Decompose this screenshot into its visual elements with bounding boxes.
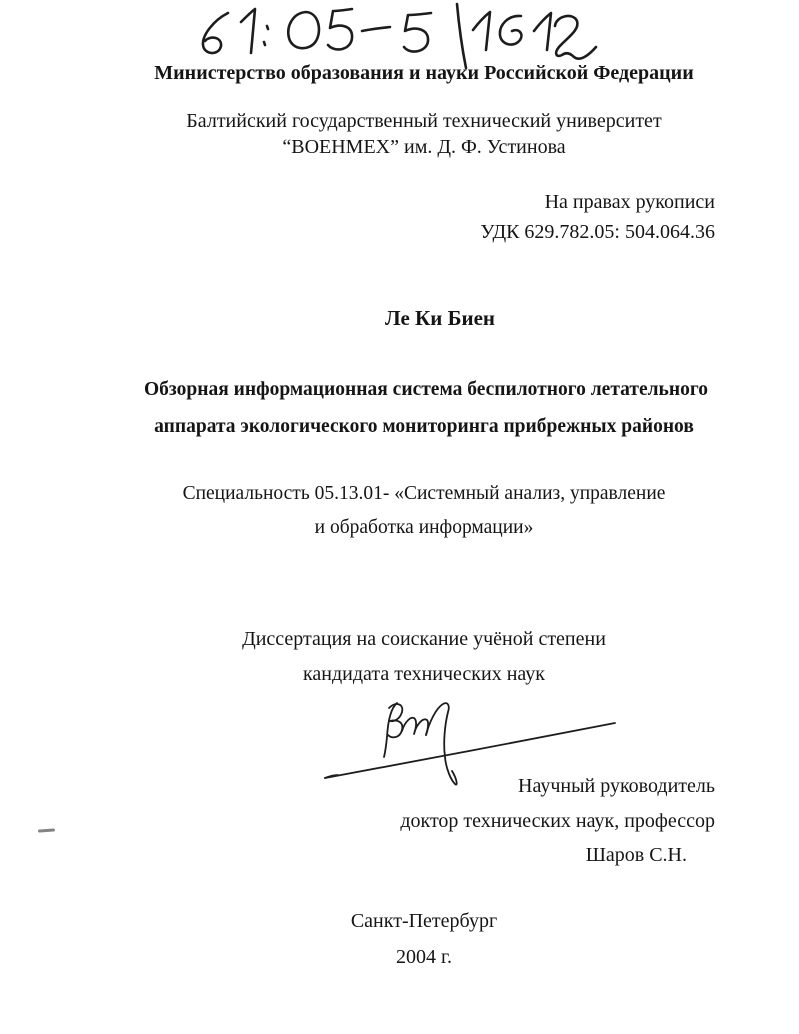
dissertation-title-line2: аппарата экологического мониторинга прибрежных районов <box>154 416 694 437</box>
specialty-line2: и обработка информации» <box>314 517 534 538</box>
publication-year: 2004 г. <box>396 946 452 968</box>
udk-classification: УДК 629.782.05: 504.064.36 <box>480 221 715 243</box>
degree-statement-line1: Диссертация на соискание учёной степени <box>242 628 606 650</box>
publication-city: Санкт-Петербург <box>350 910 498 932</box>
university-name: Балтийский государственный технический университет <box>186 110 662 132</box>
ministry-name: Министерство образования и науки Российской Федерации <box>154 62 694 84</box>
supervisor-name: Шаров С.Н. <box>585 844 687 866</box>
supervisor-degree: доктор технических наук, профессор <box>400 810 715 832</box>
dissertation-title-line1: Обзорная информационная система беспилотного летательного <box>144 379 708 400</box>
specialty-line1: Специальность 05.13.01- «Системный анализ, управление <box>182 483 666 504</box>
university-name-line2: “ВОЕНМЕХ” им. Д. Ф. Устинова <box>282 136 566 158</box>
supervisor-label: Научный руководитель <box>518 775 715 797</box>
manuscript-rights-note: На правах рукописи <box>544 191 715 213</box>
author-name: Ле Ки Биен <box>384 306 496 330</box>
degree-statement-line2: кандидата технических наук <box>302 663 546 685</box>
